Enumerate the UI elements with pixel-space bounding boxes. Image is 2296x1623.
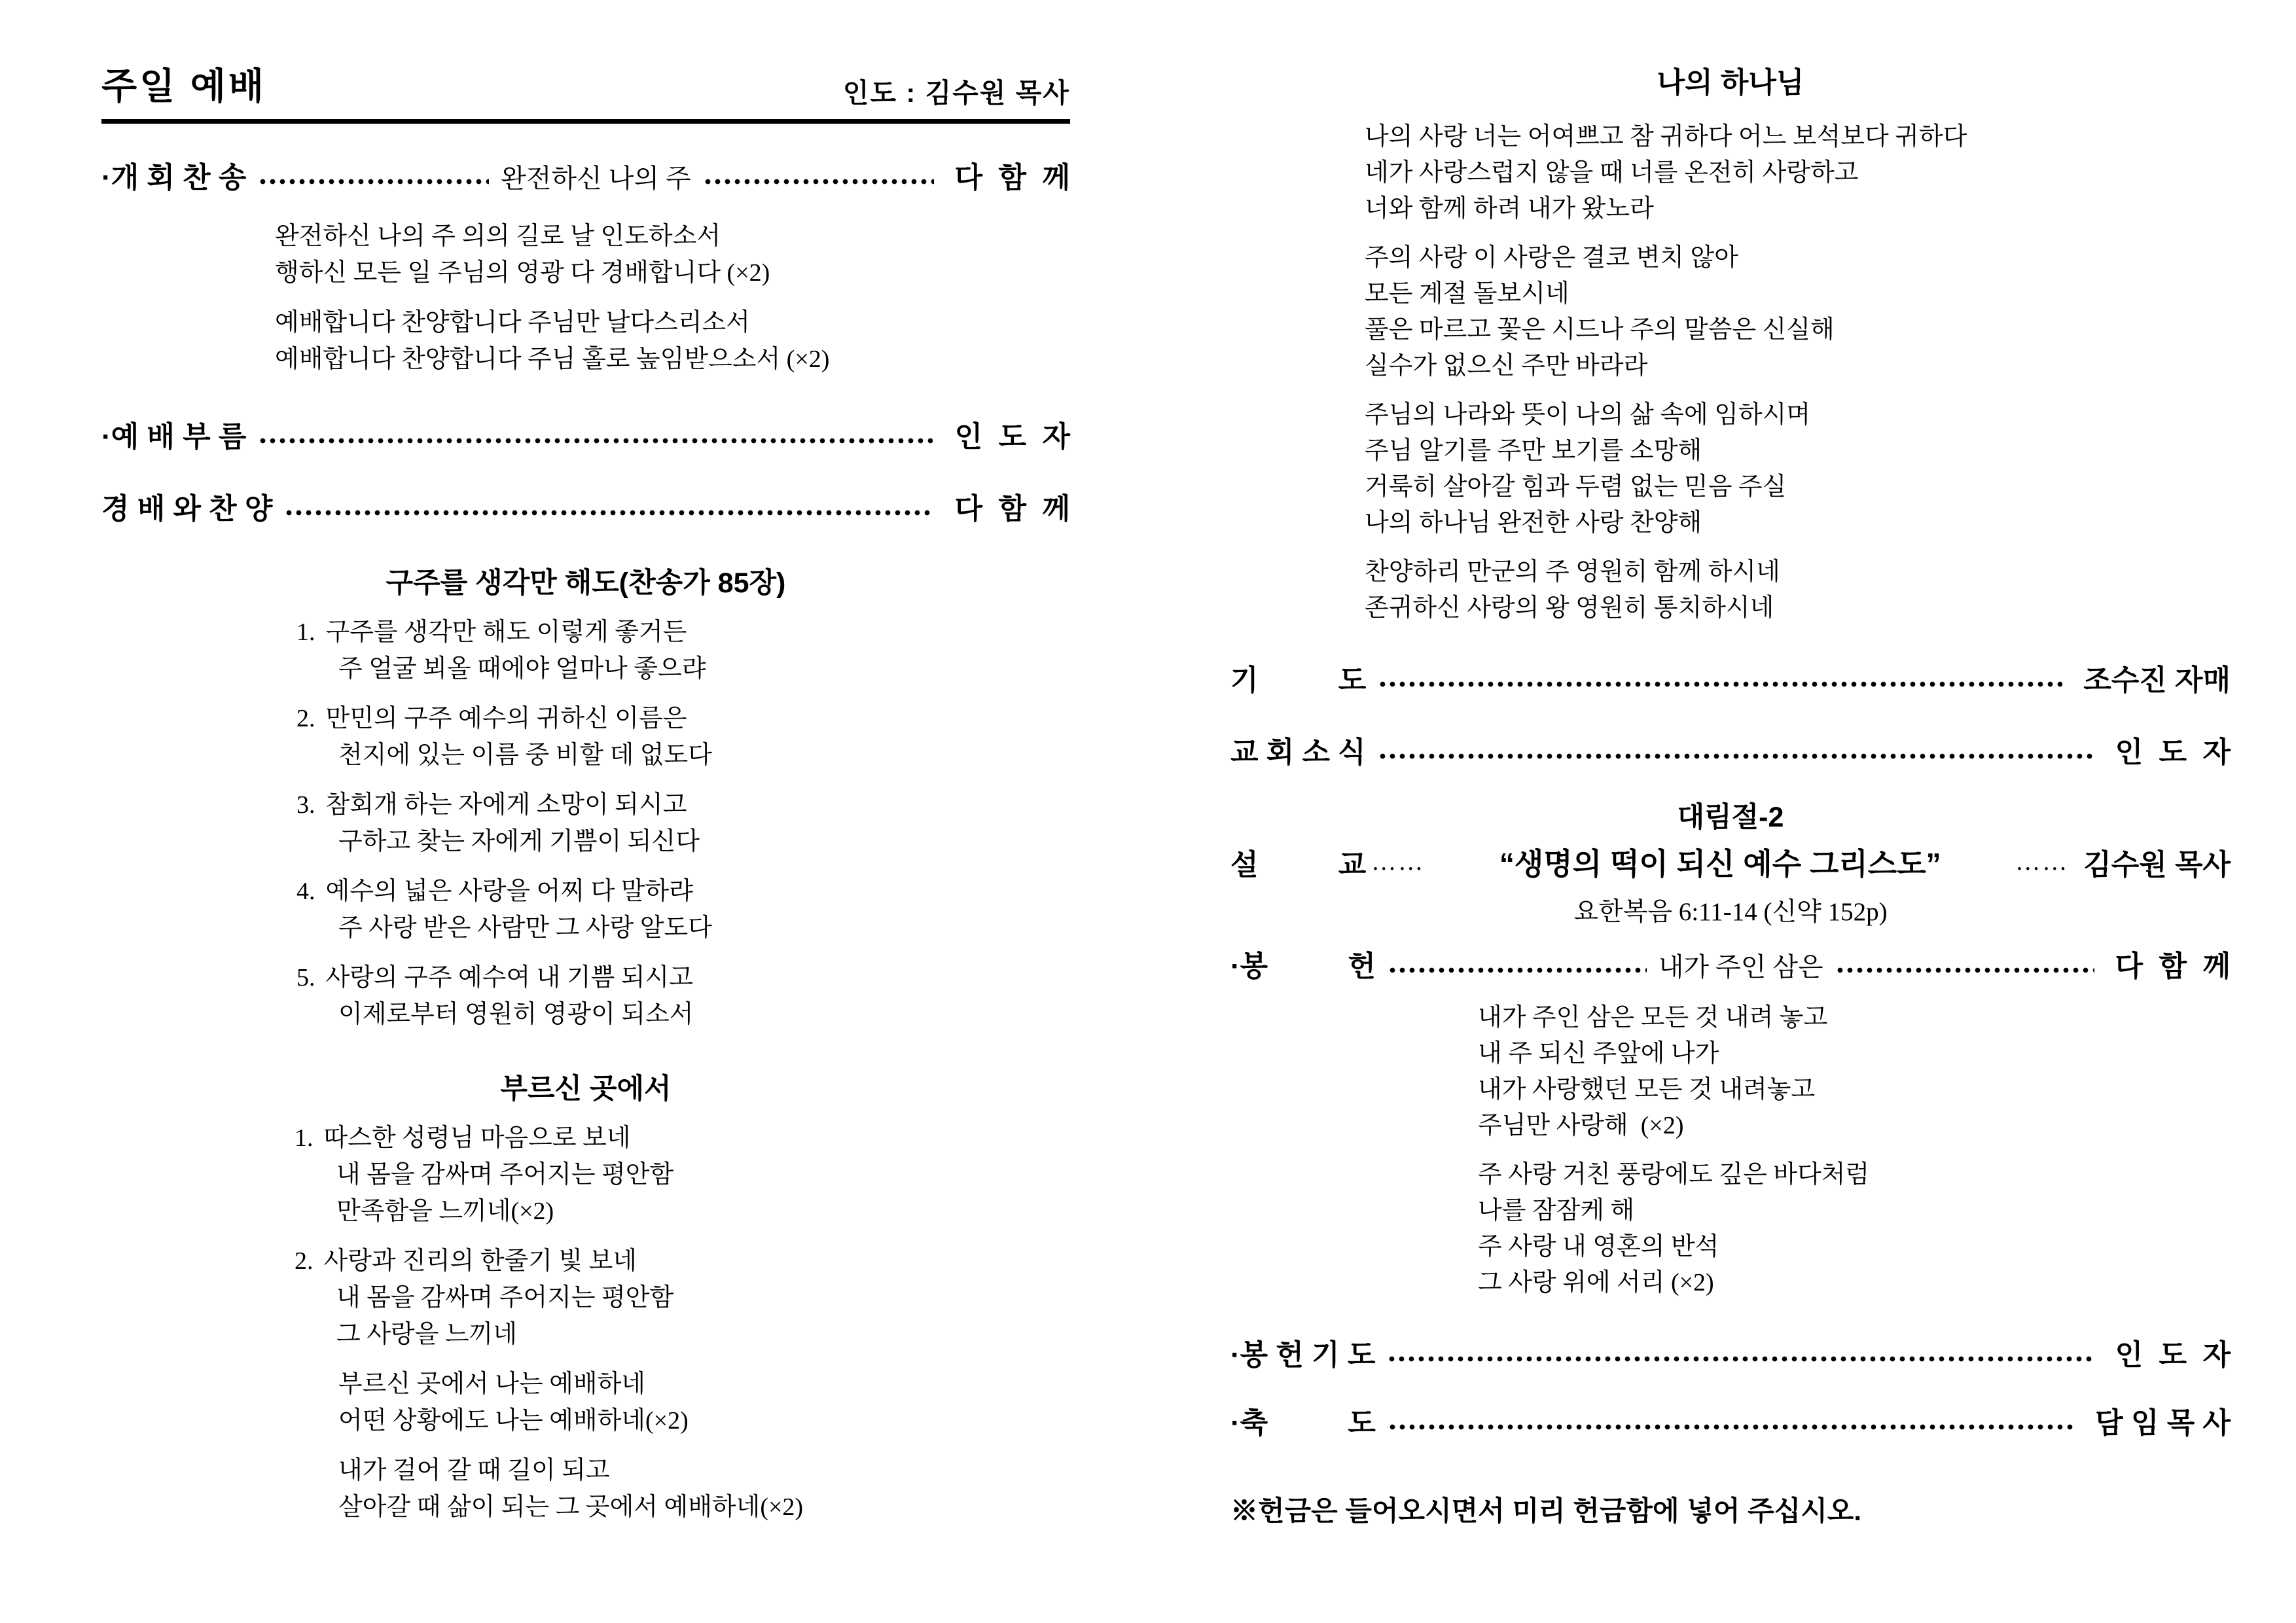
lyric-stanza xyxy=(1365,397,2231,541)
liturgical-season-label: 대림절-2 xyxy=(1677,802,1784,833)
verse-text: 만민의 구주 예수의 귀하신 이름은 xyxy=(325,705,687,732)
opening-hymn-name: 완전하신 나의 주 xyxy=(501,163,691,193)
scripture-reference: 요한복음 6:11-14 (신약 152p) xyxy=(1573,898,1888,926)
lyric-line: 주님의 나라와 뜻이 나의 삶 속에 임하시며 xyxy=(1365,401,1811,429)
left-page-header xyxy=(101,58,1070,124)
verse-text: 사랑의 구주 예수여 내 기쁨 되시고 xyxy=(325,964,693,991)
hymn-85-verses xyxy=(296,614,1070,1033)
order-item-performer: 담 임 목 사 xyxy=(2095,1407,2231,1439)
lyric-line: 내 주 되신 주앞에 나가 xyxy=(1478,1040,1719,1067)
lyric-line: 주 사랑 내 영혼의 반석 xyxy=(1478,1233,1719,1260)
order-item-performer: 다 함 께 xyxy=(954,162,1070,194)
lyric-line: 실수가 없으신 주만 바라라 xyxy=(1365,352,1648,380)
lyric-line: 나를 잠잠케 해 xyxy=(1478,1197,1635,1224)
song-verse xyxy=(295,1243,1070,1353)
dots-short: …… xyxy=(1371,848,1426,876)
lyric-stanza xyxy=(1365,240,2231,384)
lyric-line: 구하고 찾는 자에게 기쁨이 되신다 xyxy=(338,828,700,855)
verse-number: 4. xyxy=(296,878,315,905)
lyric-line: 주의 사랑 이 사랑은 결코 변치 않아 xyxy=(1365,244,1738,272)
order-row-prayer xyxy=(1230,656,2231,698)
hymn-verse xyxy=(296,614,1070,687)
order-item-label: ·개 회 찬 송 xyxy=(101,162,247,194)
order-item-performer: 다 함 께 xyxy=(954,493,1070,525)
hymn-verse xyxy=(296,959,1070,1033)
lyric-line: 너와 함께 하려 내가 왔노라 xyxy=(1365,195,1654,223)
dotted-leader xyxy=(1378,681,2062,687)
order-row-benediction xyxy=(1230,1399,2231,1441)
service-leader-label: 인도 : 김수원 목사 xyxy=(842,78,1070,108)
lyric-line: 부르신 곳에서 나는 예배하네 xyxy=(338,1370,645,1398)
lyric-line: 살아갈 때 삶이 되는 그 곳에서 예배하네(×2) xyxy=(338,1493,804,1521)
dotted-leader xyxy=(1387,1356,2094,1362)
dotted-leader xyxy=(1388,1424,2074,1430)
lyric-line: 주 사랑 받은 사람만 그 사랑 알도다 xyxy=(338,914,712,942)
order-item-label: ·봉 헌 기 도 xyxy=(1230,1339,1376,1371)
lyric-line: 주 사랑 거친 풍랑에도 깊은 바다처럼 xyxy=(1478,1161,1870,1188)
order-row-call-to-worship xyxy=(101,413,1070,455)
lyric-line: 예배합니다 찬양합니다 주님만 날다스리소서 xyxy=(275,309,750,336)
song-title-my-god: 나의 하나님 xyxy=(1657,67,1804,99)
lyric-line: 모든 계절 돌보시네 xyxy=(1365,280,1570,308)
preacher-name: 김수원 목사 xyxy=(2083,849,2231,881)
order-item-label: 설 교 xyxy=(1230,849,1367,881)
song-verse xyxy=(295,1120,1070,1230)
order-item-performer: 인 도 자 xyxy=(2115,1339,2231,1371)
order-item-label: 경 배 와 찬 양 xyxy=(101,493,273,525)
lyric-line: 이제로부터 영원히 영광이 되소서 xyxy=(338,1001,694,1028)
lyric-line: 거룩히 살아갈 힘과 두렴 없는 믿음 주실 xyxy=(1365,473,1787,501)
lyric-line xyxy=(296,959,1070,996)
order-item-label: 기 도 xyxy=(1230,664,1367,696)
order-item-performer: 인 도 자 xyxy=(954,421,1070,453)
lyric-line: 어떤 상황에도 나는 예배하네(×2) xyxy=(338,1407,689,1435)
left-page xyxy=(101,58,1070,1623)
order-row-worship-praise xyxy=(101,485,1070,527)
verse-number: 1. xyxy=(296,618,315,646)
lyric-stanza xyxy=(1478,1157,2231,1301)
order-item-label: 교 회 소 식 xyxy=(1230,736,1366,768)
order-row-offering xyxy=(1230,942,2231,984)
offering-song-lyrics xyxy=(1478,1000,2231,1301)
order-item-label: ·예 배 부 름 xyxy=(101,421,247,453)
dotted-leader xyxy=(1835,967,2094,973)
page-title: 주일 예배 xyxy=(101,65,266,107)
lyric-line xyxy=(295,1120,1070,1156)
lyric-line: 네가 사랑스럽지 않을 때 너를 온전히 사랑하고 xyxy=(1365,159,1859,187)
order-item-performer: 조수진 자매 xyxy=(2083,664,2231,696)
verse-text: 예수의 넓은 사랑을 어찌 다 말하랴 xyxy=(325,878,693,905)
lyric-line: 존귀하신 사랑의 왕 영원히 통치하시네 xyxy=(1365,594,1774,622)
lyric-line: 나의 하나님 완전한 사랑 찬양해 xyxy=(1365,509,1702,537)
order-item-performer: 다 함 께 xyxy=(2115,950,2231,982)
order-row-opening-hymn xyxy=(101,154,1070,196)
my-god-lyrics xyxy=(1365,119,2231,626)
order-row-sermon xyxy=(1230,840,2231,883)
lyric-stanza xyxy=(1365,119,2231,227)
verse-number: 2. xyxy=(295,1247,314,1275)
lyric-line: 주 얼굴 뵈올 때에야 얼마나 좋으랴 xyxy=(338,655,706,683)
lyric-line xyxy=(295,1243,1070,1279)
dotted-leader xyxy=(1378,753,2094,759)
lyric-stanza xyxy=(1478,1000,2231,1144)
lyric-line xyxy=(296,787,1070,823)
lyric-line: 주님만 사랑해 (×2) xyxy=(1478,1112,1684,1139)
lyric-stanza xyxy=(275,218,1070,291)
verse-number: 2. xyxy=(296,705,315,732)
lyric-line: 그 사랑을 느끼네 xyxy=(336,1321,517,1348)
hymn-verse xyxy=(296,873,1070,946)
dotted-leader xyxy=(703,179,934,185)
opening-hymn-lyrics xyxy=(275,218,1070,378)
hymn-verse xyxy=(296,700,1070,774)
verse-text: 따스한 성령님 마음으로 보네 xyxy=(323,1124,631,1152)
calling-verses xyxy=(295,1120,1070,1353)
order-item-label: ·축 도 xyxy=(1230,1407,1376,1439)
lyric-line: 찬양하리 만군의 주 영원히 함께 하시네 xyxy=(1365,558,1780,586)
sermon-title: “생명의 떡이 되신 예수 그리스도” xyxy=(1499,847,1941,881)
offering-instruction-note: ※헌금은 들어오시면서 미리 헌금함에 넣어 주십시오. xyxy=(1230,1495,1862,1526)
verse-text: 구주를 생각만 해도 이렇게 좋거든 xyxy=(325,618,687,646)
order-item-label: ·봉 헌 xyxy=(1230,950,1376,982)
lyric-stanza xyxy=(1365,554,2231,626)
dotted-leader xyxy=(258,438,933,444)
hymn-title-85: 구주를 생각만 해도(찬송가 85장) xyxy=(386,567,786,599)
order-item-performer: 인 도 자 xyxy=(2115,736,2231,768)
refrain-stanza xyxy=(338,1366,1070,1439)
lyric-line: 예배합니다 찬양합니다 주님 홀로 높임받으소서 (×2) xyxy=(275,346,830,373)
lyric-line: 그 사랑 위에 서리 (×2) xyxy=(1478,1269,1714,1296)
lyric-line: 완전하신 나의 주 의의 길로 날 인도하소서 xyxy=(275,223,721,250)
lyric-line: 내가 사랑했던 모든 것 내려놓고 xyxy=(1478,1076,1816,1103)
song-title-calling: 부르신 곳에서 xyxy=(500,1073,672,1105)
dotted-leader xyxy=(284,510,933,516)
dots-short: …… xyxy=(2015,848,2070,876)
lyric-line: 천지에 있는 이름 중 비할 데 없도다 xyxy=(338,741,712,769)
lyric-line xyxy=(296,614,1070,651)
lyric-line: 만족함을 느끼네(×2) xyxy=(336,1198,554,1225)
lyric-stanza xyxy=(275,304,1070,378)
lyric-line: 풀은 마르고 꽃은 시드나 주의 말씀은 신실해 xyxy=(1365,316,1835,344)
lyric-line: 내 몸을 감싸며 주어지는 평안함 xyxy=(336,1284,674,1311)
order-row-offering-prayer xyxy=(1230,1331,2231,1373)
refrain-stanza xyxy=(338,1452,1070,1525)
verse-number: 5. xyxy=(296,964,315,991)
lyric-line xyxy=(296,700,1070,737)
lyric-line xyxy=(296,873,1070,910)
lyric-line: 행하신 모든 일 주님의 영광 다 경배합니다 (×2) xyxy=(275,259,770,287)
lyric-line: 나의 사랑 너는 어여쁘고 참 귀하다 어느 보석보다 귀하다 xyxy=(1365,123,1967,151)
lyric-line: 내 몸을 감싸며 주어지는 평안함 xyxy=(336,1161,674,1188)
lyric-line: 주님 알기를 주만 보기를 소망해 xyxy=(1365,437,1702,465)
lyric-line: 내가 걸어 갈 때 길이 되고 xyxy=(338,1457,610,1484)
offering-song-name: 내가 주인 삼은 xyxy=(1658,952,1823,982)
lyric-line: 내가 주인 삼은 모든 것 내려 놓고 xyxy=(1478,1004,1828,1031)
verse-text: 사랑과 진리의 한줄기 빛 보네 xyxy=(323,1247,637,1275)
order-row-church-news xyxy=(1230,728,2231,770)
right-page xyxy=(1230,58,2231,1623)
dotted-leader xyxy=(1388,967,1647,973)
hymn-verse xyxy=(296,787,1070,860)
verse-number: 1. xyxy=(295,1124,314,1152)
verse-number: 3. xyxy=(296,791,315,819)
dotted-leader xyxy=(258,179,489,185)
verse-text: 참회개 하는 자에게 소망이 되시고 xyxy=(325,791,687,819)
